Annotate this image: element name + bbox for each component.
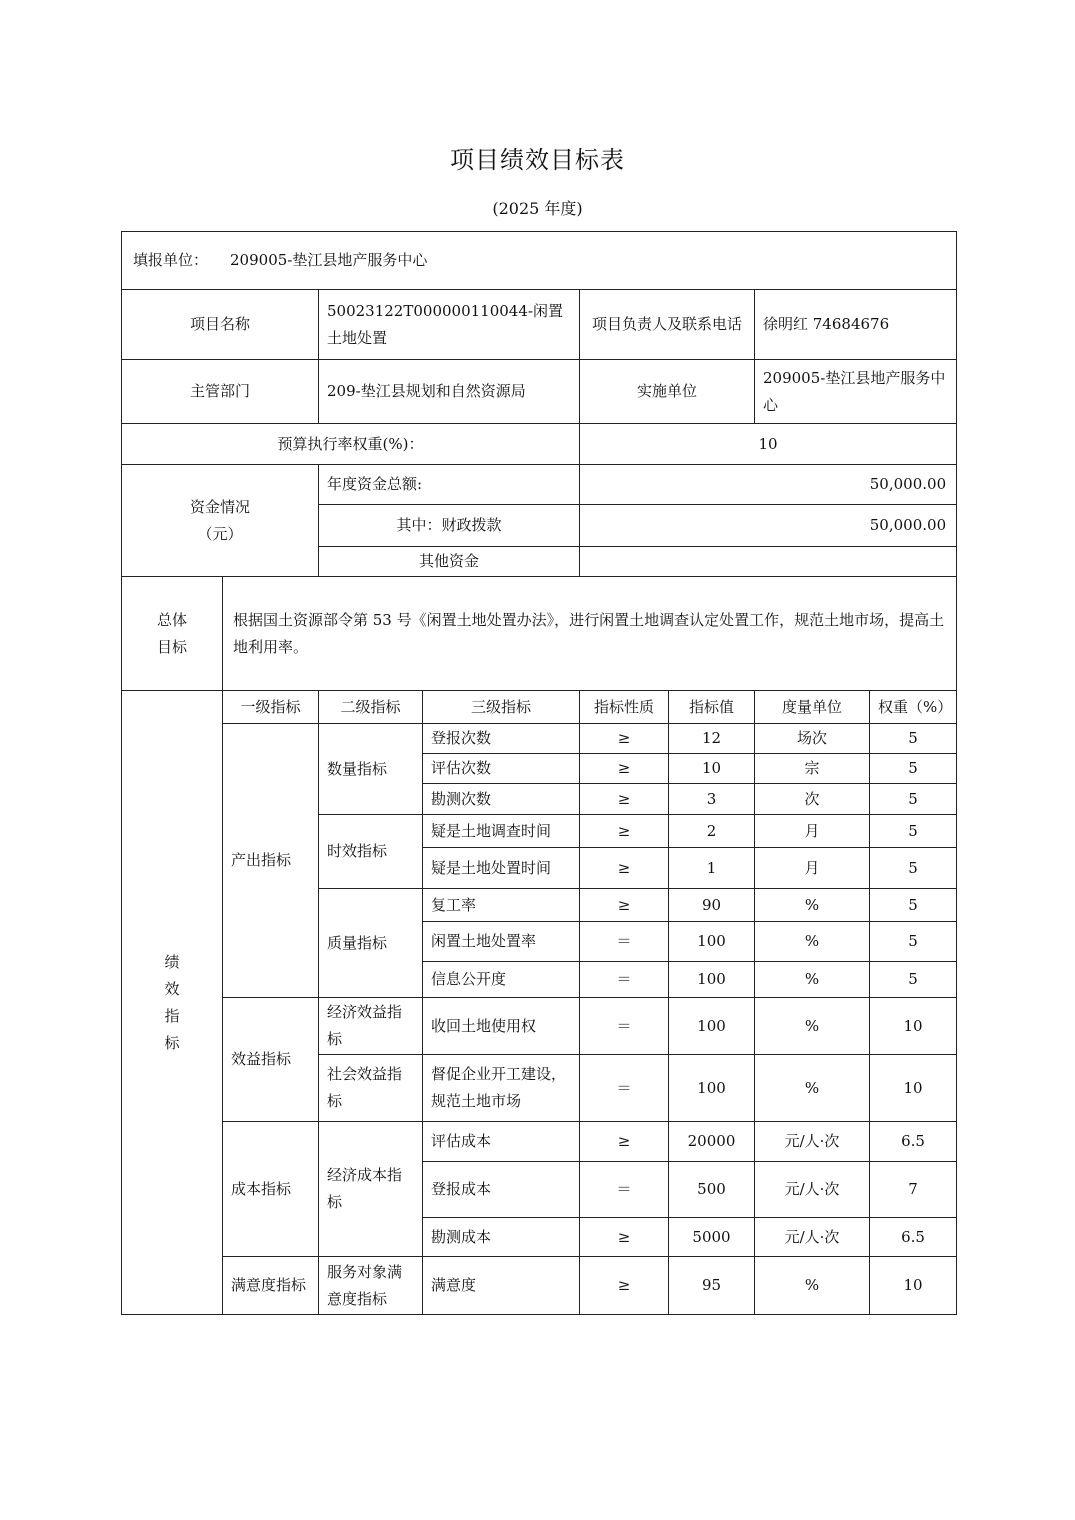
indicator-unit: 元/人·次 <box>755 1218 870 1257</box>
indicator-name: 疑是土地处置时间 <box>423 848 580 889</box>
indicator-weight: 5 <box>870 815 957 848</box>
funds-other-value <box>580 547 957 577</box>
indicator-weight: 10 <box>870 1055 957 1122</box>
leader-label: 项目负责人及联系电话 <box>580 290 755 360</box>
indicator-unit: % <box>755 1055 870 1122</box>
indicator-value: 500 <box>669 1162 755 1218</box>
indicator-nature: ＝ <box>580 922 669 962</box>
indicator-unit: % <box>755 998 870 1055</box>
level2-cell: 经济成本指标 <box>319 1122 423 1257</box>
indicator-unit: % <box>755 962 870 998</box>
indicator-nature: ＝ <box>580 998 669 1055</box>
indicator-value: 3 <box>669 784 755 815</box>
column-header: 度量单位 <box>755 691 870 724</box>
level2-cell: 质量指标 <box>319 889 423 998</box>
goal-label-1: 总体 <box>156 610 187 629</box>
funds-total-label: 年度资金总额: <box>319 465 580 505</box>
indicator-weight: 5 <box>870 889 957 922</box>
indicator-name: 疑是土地调查时间 <box>423 815 580 848</box>
column-header: 指标值 <box>669 691 755 724</box>
indicator-unit: % <box>755 889 870 922</box>
indicator-unit: % <box>755 922 870 962</box>
table-row <box>122 1122 957 1162</box>
indicator-nature: ≥ <box>580 1257 669 1315</box>
indicator-weight: 6.5 <box>870 1122 957 1162</box>
project-name-value: 50023122T000000110044-闲置土地处置 <box>319 290 580 360</box>
indicator-unit: 次 <box>755 784 870 815</box>
indicator-nature: ≥ <box>580 1218 669 1257</box>
table-row <box>122 998 957 1055</box>
leader-value: 徐明红 74684676 <box>755 290 957 360</box>
column-header: 三级指标 <box>423 691 580 724</box>
indicator-name: 登报次数 <box>423 724 580 754</box>
level2-cell: 时效指标 <box>319 815 423 889</box>
indicator-weight: 5 <box>870 848 957 889</box>
perf-side-char: 指 <box>164 1006 180 1025</box>
indicator-weight: 5 <box>870 784 957 815</box>
indicator-value: 1 <box>669 848 755 889</box>
funds-total-value: 50,000.00 <box>580 465 957 505</box>
indicator-weight: 5 <box>870 724 957 754</box>
indicator-unit: 月 <box>755 848 870 889</box>
indicator-value: 95 <box>669 1257 755 1315</box>
indicator-value: 100 <box>669 1055 755 1122</box>
level2-cell: 经济效益指标 <box>319 998 423 1055</box>
indicator-unit: 元/人·次 <box>755 1122 870 1162</box>
indicator-value: 12 <box>669 724 755 754</box>
indicator-weight: 5 <box>870 922 957 962</box>
indicator-nature: ≥ <box>580 754 669 784</box>
indicator-name: 闲置土地处置率 <box>423 922 580 962</box>
indicator-value: 2 <box>669 815 755 848</box>
indicator-weight: 5 <box>870 962 957 998</box>
perf-side-label <box>122 691 223 1315</box>
impl-label: 实施单位 <box>580 360 755 424</box>
indicator-name: 复工率 <box>423 889 580 922</box>
indicator-nature: ≥ <box>580 724 669 754</box>
level2-cell: 服务对象满意度指标 <box>319 1257 423 1315</box>
column-header: 指标性质 <box>580 691 669 724</box>
perf-side-char: 效 <box>164 979 180 998</box>
funds-fiscal-label: 其中：财政拨款 <box>319 505 580 547</box>
indicator-name: 评估次数 <box>423 754 580 784</box>
indicator-value: 5000 <box>669 1218 755 1257</box>
dept-value: 209-垫江县规划和自然资源局 <box>319 360 580 424</box>
indicator-nature: ≥ <box>580 784 669 815</box>
dept-label: 主管部门 <box>122 360 319 424</box>
indicator-name: 满意度 <box>423 1257 580 1315</box>
column-header: 二级指标 <box>319 691 423 724</box>
indicator-unit: 月 <box>755 815 870 848</box>
indicator-value: 100 <box>669 962 755 998</box>
funds-unit: （元） <box>197 524 243 543</box>
indicator-unit: 场次 <box>755 724 870 754</box>
indicator-value: 20000 <box>669 1122 755 1162</box>
indicator-unit: 宗 <box>755 754 870 784</box>
indicator-nature: ＝ <box>580 1055 669 1122</box>
level1-cell: 成本指标 <box>223 1122 319 1257</box>
indicator-nature: ＝ <box>580 962 669 998</box>
project-name-label: 项目名称 <box>122 290 319 360</box>
performance-table <box>121 231 957 1315</box>
level2-cell: 数量指标 <box>319 724 423 815</box>
funds-other-label: 其他资金 <box>319 547 580 577</box>
page-subtitle: (2025 年度) <box>492 199 583 218</box>
budget-rate-label: 预算执行率权重(%)： <box>122 424 580 465</box>
indicator-name: 勘测成本 <box>423 1218 580 1257</box>
perf-side-char: 标 <box>164 1033 180 1052</box>
indicator-name: 登报成本 <box>423 1162 580 1218</box>
unit-value: 209005-垫江县地产服务中心 <box>230 251 428 269</box>
indicator-unit: % <box>755 1257 870 1315</box>
indicator-nature: ≥ <box>580 848 669 889</box>
level1-cell: 效益指标 <box>223 998 319 1122</box>
funds-label: 资金情况 <box>189 497 250 516</box>
level1-cell: 产出指标 <box>223 724 319 998</box>
table-row <box>122 724 957 754</box>
table-row <box>122 1257 957 1315</box>
indicator-weight: 6.5 <box>870 1218 957 1257</box>
indicator-unit: 元/人·次 <box>755 1162 870 1218</box>
goal-label-2: 目标 <box>156 637 187 656</box>
level1-cell: 满意度指标 <box>223 1257 319 1315</box>
indicator-name: 评估成本 <box>423 1122 580 1162</box>
indicator-weight: 10 <box>870 998 957 1055</box>
indicator-name: 督促企业开工建设，规范土地市场 <box>423 1055 580 1122</box>
indicator-value: 10 <box>669 754 755 784</box>
unit-label: 填报单位： <box>133 251 209 269</box>
indicator-value: 100 <box>669 922 755 962</box>
indicator-name: 收回土地使用权 <box>423 998 580 1055</box>
perf-side-char: 绩 <box>164 952 180 971</box>
indicator-name: 信息公开度 <box>423 962 580 998</box>
budget-rate-value: 10 <box>580 424 957 465</box>
indicator-value: 90 <box>669 889 755 922</box>
indicator-weight: 5 <box>870 754 957 784</box>
goal-text: 根据国土资源部令第 53 号《闲置土地处置办法》，进行闲置土地调查认定处置工作，规范土地市场，提高土地利用率。 <box>223 577 957 691</box>
funds-fiscal-value: 50,000.00 <box>580 505 957 547</box>
indicator-name: 勘测次数 <box>423 784 580 815</box>
impl-value: 209005-垫江县地产服务中心 <box>755 360 957 424</box>
indicator-weight: 7 <box>870 1162 957 1218</box>
column-header: 权重（%） <box>870 691 957 724</box>
indicator-weight: 10 <box>870 1257 957 1315</box>
indicator-nature: ≥ <box>580 815 669 848</box>
indicator-value: 100 <box>669 998 755 1055</box>
level2-cell: 社会效益指标 <box>319 1055 423 1122</box>
indicator-nature: ≥ <box>580 1122 669 1162</box>
unit-row <box>122 232 957 290</box>
page-title: 项目绩效目标表 <box>450 146 625 174</box>
indicator-nature: ≥ <box>580 889 669 922</box>
goal-label-cell <box>122 577 223 691</box>
funds-label-cell <box>122 465 319 577</box>
indicator-nature: ＝ <box>580 1162 669 1218</box>
column-header: 一级指标 <box>223 691 319 724</box>
